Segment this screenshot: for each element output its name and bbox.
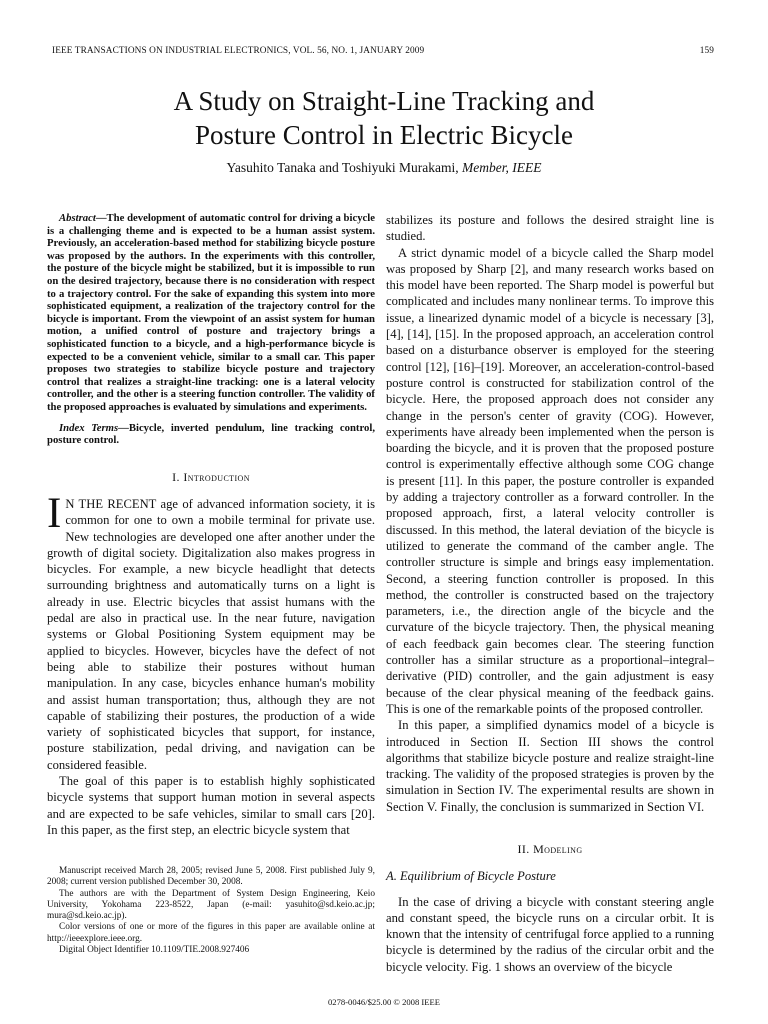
footnotes bbox=[47, 866, 375, 956]
running-header bbox=[52, 46, 714, 56]
section-heading-modeling bbox=[386, 841, 714, 857]
section-numeral: II. bbox=[517, 841, 530, 856]
section-numeral: I. bbox=[172, 469, 180, 484]
index-terms bbox=[47, 422, 375, 447]
section-title: Introduction bbox=[183, 469, 250, 484]
intro-paragraph-4: In this paper, a simplified dynamics model of a bicycle is introduced in Section II. Section III shows the control algorithms that stabilize bicycle posture and realize straight-line tracking. The validity of the proposed strategies is proven by the simulation in Section IV. The experimental results are shown in Section V. Finally, the conclusion is summarized in Section VI. bbox=[386, 718, 714, 814]
footnote-affiliation: The authors are with the Department of System Design Engineering, Keio University, Yokohama 223-8522, Japan (e-mail: yasuhito@sd.keio.ac.jp; mura@sd.keio.ac.jp). bbox=[47, 888, 375, 922]
section-heading-introduction bbox=[47, 469, 375, 485]
author-membership: Member, IEEE bbox=[462, 160, 542, 175]
modeling-paragraph-1: In the case of driving a bicycle with constant steering angle and constant speed, the bicycle runs on a circular orbit. It is known that the intensity of centrifugal force applied to a running bicycle is determined by the radius of the circular orbit and the bicycle velocity. Fig. 1 shows an overview of the bicycle bbox=[386, 894, 714, 974]
abstract bbox=[47, 212, 375, 414]
index-terms-text: —Bicycle, inverted pendulum, line tracking control, posture control. bbox=[47, 421, 375, 447]
right-column bbox=[386, 212, 714, 975]
intro-paragraph-3: A strict dynamic model of a bicycle called the Sharp model was proposed by Sharp [2], and many research works based on this model have been reported. The Sharp model is powerful but complicated and includes many nonlinear terms. To improve this issue, a linearized dynamic model of a bicycle is necessary [3], [4], [14], [15]. In the proposed approach, an acceleration control based on a disturbance observer is employed for the steering control [12], [16]–[19]. Moreover, an acceleration-control-based posture control is constructed for stabilization control of the bicycle. Here, the proposed approach does not consider any change in the person's center of gravity (COG). However, experiments have already been implemented when the person is boarding the bicycle, and it is proven that the proposed posture control is experimentally effective although some COG change is present [11]. In this paper, the posture controller is expanded by adding a trajectory controller as a forward controller. In the proposed approach, first, a lateral velocity controller is discussed. In this method, the lateral deviation of the bicycle is utilized to generate the command of the camber angle. The controller structure is simple and brings easy implementation. Second, a steering function controller is proposed. In this method, the controller is constructed based on the trajectory parameters, i.e., the direction angle of the bicycle and the curvature of the bicycle trajectory. Then, the physical meaning of each feedback gain becomes clear. The steering function controller has a similar structure as a proportional–integral–derivative (PID) controller, and the gain adjustment is easy because of the clear physical meaning of the feedback gains. This is one of the remarkable points of the proposed controller. bbox=[386, 245, 714, 716]
intro-paragraph-2-continued: stabilizes its posture and follows the desired straight line is studied. bbox=[386, 213, 714, 244]
journal-name: IEEE TRANSACTIONS ON INDUSTRIAL ELECTRONICS, VOL. 56, NO. 1, JANUARY 2009 bbox=[52, 46, 425, 56]
title-line-1: A Study on Straight-Line Tracking and bbox=[173, 86, 595, 116]
intro-paragraph-1-text: age of advanced information society, it is common for one to own a mobile terminal for private use. New technologies are developed one after another under the growth of digital society. Digitalization also makes progress in bicycles. For example, a new bicycle headlight that detects surrounding brightness and automatically turns on a light is already in use. Electric bicycles that assist humans with the pedal are also in practical use. In the near future, navigation systems or Global Positioning System equipment may be applied to bicycles. However, bicycles have the defect of not being able to stabilize their postures without human manipulation. In any case, bicycles enhance human's mobility and assist human transportation; thus, although they are not capable of stabilizing their postures, the production of a wide variety of sophisticated bicycles that support, for instance, posture stabilization, pedal driving, and navigation can be considered feasible. bbox=[47, 496, 375, 772]
footnote-received: Manuscript received March 28, 2005; revised June 5, 2008. First published July 9, 2008; current version published December 30, 2008. bbox=[47, 866, 375, 888]
footnote-color: Color versions of one or more of the figures in this paper are available online at http://ieeexplore.ieee.org. bbox=[47, 922, 375, 944]
left-column bbox=[47, 212, 375, 838]
intro-paragraph-2: The goal of this paper is to establish highly sophisticated bicycle systems that support human motion in several aspects and are expected to be safe vehicles, similar to small cars [20]. In this paper, as the first step, an electric bicycle system that bbox=[47, 774, 375, 837]
footnote-doi: Digital Object Identifier 10.1109/TIE.2008.927406 bbox=[59, 945, 250, 956]
index-terms-lead: Index Terms bbox=[59, 421, 119, 434]
author-names: Yasuhito Tanaka and Toshiyuki Murakami, bbox=[226, 160, 459, 175]
section-title: Modeling bbox=[533, 841, 583, 856]
abstract-text: —The development of automatic control for driving a bicycle is a challenging theme and is expected to be a human assist system. Previously, an acceleration-based method for stabilizing bicycle posture was proposed by the authors. In the experiments with this controller, the posture of the bicycle might be stabilized, but it is impossible to run on the desired trajectory, because there is no consideration with respect to a trajectory control. For the sake of expanding this system into more sophisticated equipment, a realization of the trajectory control for the bicycle is important. From the viewpoint of an assist system for human motion, a unified control of posture and trajectory brings a sophisticated function to a bicycle, and a high-performance bicycle is expected to be a convenient vehicle, similar to a small car. This paper proposes two strategies to stabilize bicycle posture and trajectory control that realizes a straight-line tracking: one is a lateral velocity controller, and the other is a steering function controller. The validity of the proposed approaches is evaluated by simulations and experiments. bbox=[47, 212, 375, 413]
subsection-heading: A. Equilibrium of Bicycle Posture bbox=[386, 869, 556, 884]
title-line-2: Posture Control in Electric Bicycle bbox=[195, 120, 573, 150]
paper-title bbox=[0, 84, 768, 152]
intro-lead-words: N THE RECENT bbox=[65, 496, 157, 511]
authors-line bbox=[0, 160, 768, 176]
copyright-footer: 0278-0046/$25.00 © 2008 IEEE bbox=[327, 997, 441, 1007]
drop-cap: I bbox=[47, 489, 62, 537]
abstract-lead: Abstract bbox=[59, 212, 96, 224]
page-number: 159 bbox=[699, 46, 714, 56]
intro-paragraph-1 bbox=[47, 489, 375, 773]
